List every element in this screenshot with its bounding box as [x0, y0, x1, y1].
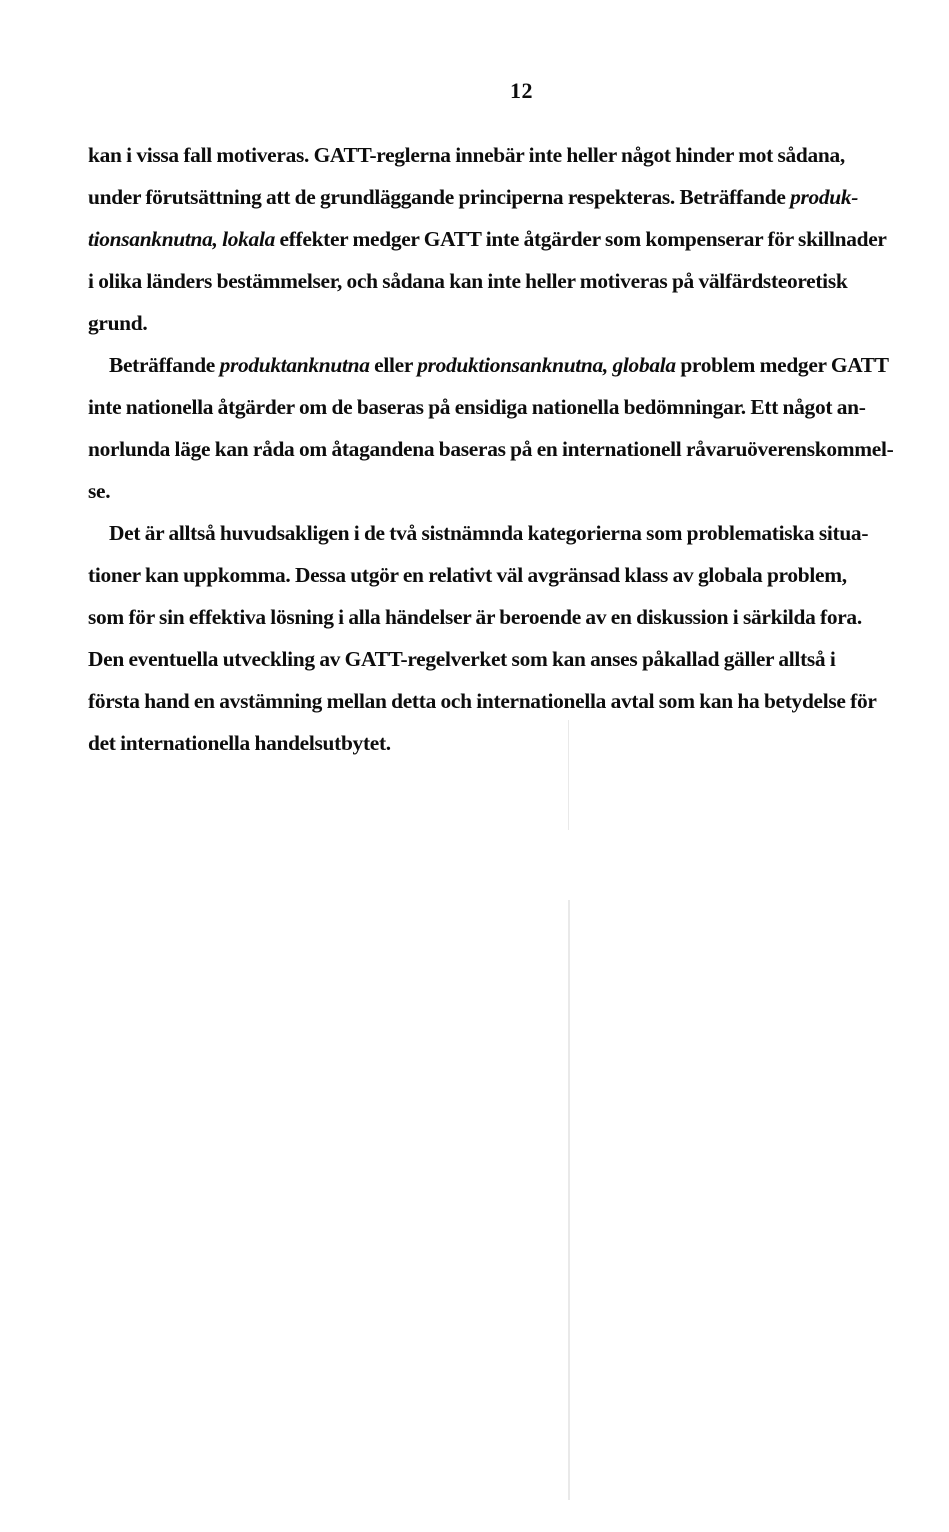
text-run: effekter medger GATT inte åtgärder som kompenserar för skillnader: [274, 227, 887, 251]
text-line: [88, 512, 936, 554]
text-run: första hand en avstämning mellan detta och internationella avtal som kan ha betydelse för: [88, 689, 877, 713]
page-number: 12: [510, 78, 533, 103]
text-line: [88, 344, 936, 386]
text-line: [88, 260, 936, 302]
text-line: [88, 680, 936, 722]
text-run: Beträffande: [109, 353, 220, 377]
text-run: grund.: [88, 311, 148, 335]
text-line: [88, 470, 936, 512]
text-run: i olika länders bestämmelser, och sådana kan inte heller motiveras på välfärdsteoretisk: [88, 269, 848, 293]
text-run: problem medger GATT: [675, 353, 889, 377]
text-run: Den eventuella utveckling av GATT-regelverket som kan anses påkallad gäller alltså i: [88, 647, 836, 671]
text-line: [88, 134, 936, 176]
text-run: se.: [88, 479, 111, 503]
text-line: [88, 176, 936, 218]
bleed-through-rule: [568, 900, 570, 1500]
text-line: [88, 428, 936, 470]
text-line: [88, 596, 936, 638]
text-line: [88, 218, 936, 260]
body-text: [88, 134, 936, 764]
text-run: inte nationella åtgärder om de baseras på ensidiga nationella bedömningar. Ett något an-: [88, 395, 866, 419]
text-run: kan i vissa fall motiveras. GATT-reglerna innebär inte heller något hinder mot sådana,: [88, 143, 845, 167]
italic-term: produktionsanknutna, globala: [417, 353, 676, 377]
text-line: [88, 554, 936, 596]
text-line: [88, 386, 936, 428]
text-run: som för sin effektiva lösning i alla händelser är beroende av en diskussion i särkilda fora.: [88, 605, 862, 629]
italic-term: produk-: [790, 185, 859, 209]
text-run: Det är alltså huvudsakligen i de två sistnämnda kategorierna som problematiska situa-: [109, 521, 869, 545]
text-run: tioner kan uppkomma. Dessa utgör en relativt väl avgränsad klass av globala problem,: [88, 563, 847, 587]
text-run: norlunda läge kan råda om åtagandena baseras på en internationell råvaruöverenskommel-: [88, 437, 894, 461]
text-line: [88, 302, 936, 344]
text-line: [88, 638, 936, 680]
text-run: under förutsättning att de grundläggande principerna respekteras. Beträffande: [88, 185, 791, 209]
italic-term: tionsanknutna, lokala: [88, 227, 275, 251]
text-line: [88, 722, 936, 764]
italic-term: produktanknutna: [219, 353, 370, 377]
text-run: eller: [369, 353, 418, 377]
text-run: det internationella handelsutbytet.: [88, 731, 391, 755]
